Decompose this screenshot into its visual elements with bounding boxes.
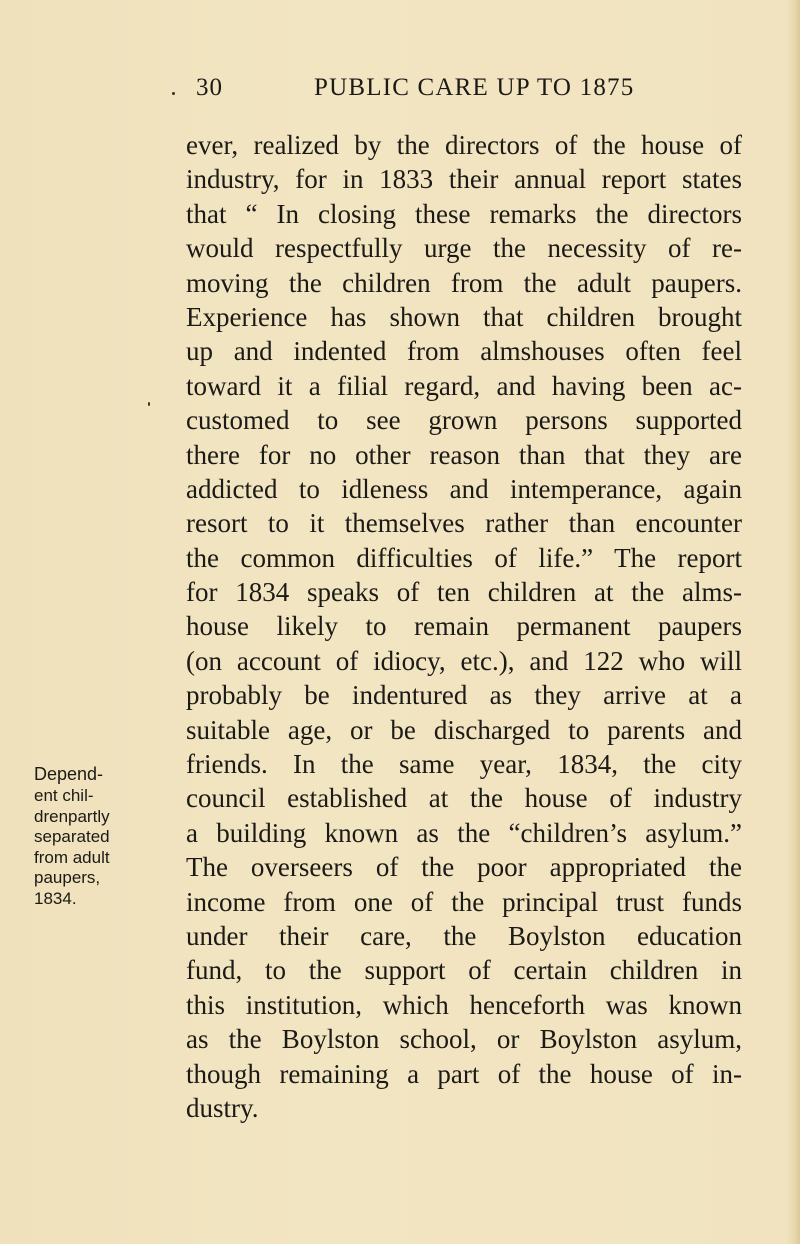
page-edge — [786, 0, 800, 1244]
text-line: toward it a filial regard, and having been ac- — [186, 370, 742, 401]
text-line: would respectfully urge the necessity of re- — [186, 233, 742, 264]
margin-note-line: paupers, — [34, 868, 101, 888]
text-line: fund, to the support of certain children in — [186, 955, 742, 986]
margin-note-line: 1834. — [34, 888, 77, 908]
text-line: under their care, the Boylston education — [186, 920, 742, 951]
margin-note — [34, 762, 184, 910]
text-line: dustry. — [186, 1092, 259, 1123]
text-line: customed to see grown persons supported — [186, 405, 742, 436]
page-number: 30 — [196, 74, 223, 101]
text-line: The overseers of the poor appropriated the — [186, 852, 742, 883]
page-header — [196, 74, 636, 110]
text-line: up and indented from almshouses often feel — [186, 336, 742, 367]
print-speck — [148, 402, 150, 406]
text-line: as the Boylston school, or Boylston asylum, — [186, 1024, 742, 1055]
text-line: though remaining a part of the house of in- — [186, 1058, 742, 1089]
text-line: income from one of the principal trust funds — [186, 886, 742, 917]
text-line: friends. In the same year, 1834, the city — [186, 749, 742, 780]
text-line: council established at the house of industry — [186, 783, 742, 814]
margin-note-line: separated — [34, 827, 110, 847]
text-line: that “ In closing these remarks the directors — [186, 198, 742, 229]
text-line: resort to it themselves rather than encounter — [186, 508, 742, 539]
running-head: PUBLIC CARE UP TO 1875 — [314, 74, 635, 101]
margin-note-line: Depend- — [34, 764, 104, 784]
text-line: for 1834 speaks of ten children at the alms- — [186, 577, 742, 608]
text-line: moving the children from the adult paupers. — [186, 267, 742, 298]
text-line: house likely to remain permanent paupers — [186, 611, 742, 642]
text-line: the common difficulties of life.” The report — [186, 542, 742, 573]
text-line: suitable age, or be discharged to parents and — [186, 714, 742, 745]
text-line: probably be indentured as they arrive at a — [186, 680, 742, 711]
text-line: addicted to idleness and intemperance, again — [186, 473, 742, 504]
margin-note-line: drenpartly — [34, 806, 110, 826]
print-speck — [172, 92, 175, 95]
body-text — [186, 128, 742, 1125]
text-line: a building known as the “children’s asylum.” — [186, 817, 742, 848]
text-line: Experience has shown that children brought — [186, 301, 742, 332]
margin-note-line: from adult — [34, 847, 110, 867]
margin-note-line: ent chil- — [34, 786, 94, 805]
text-line: (on account of idiocy, etc.), and 122 who will — [186, 645, 742, 676]
text-line: industry, for in 1833 their annual report states — [186, 164, 742, 195]
text-line: ever, realized by the directors of the house of — [186, 130, 742, 160]
text-line: this institution, which henceforth was known — [186, 989, 742, 1020]
text-line: there for no other reason than that they are — [186, 439, 742, 470]
